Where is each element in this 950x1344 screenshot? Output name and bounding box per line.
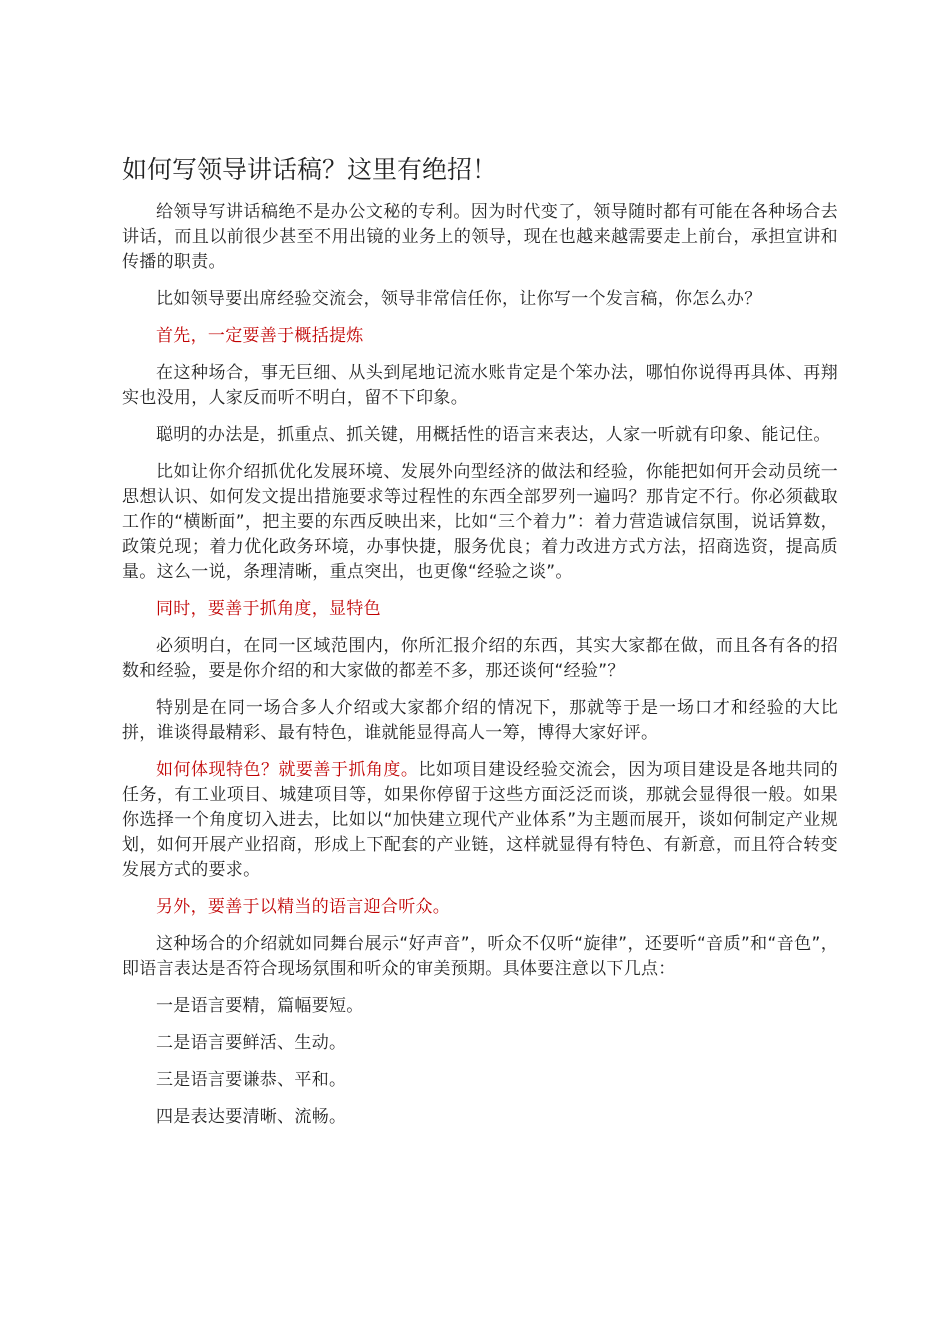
paragraph-body: 特别是在同一场合多人介绍或大家都介绍的情况下，那就等于是一场口才和经验的大比拼，谁谈得最精彩、最有特色，谁就能显得高人一筹，博得大家好评。 (122, 698, 838, 743)
paragraph-text: 比如项目建设经验交流会，因为项目建设是各地共同的任务，有工业项目、城建项目等，如果你停留于这些方面泛泛而谈，那就会显得很一般。如果你选择一个角度切入进去，比如以“加快建立现代产业体系”为主题而展开，谈如何制定产业规划，如何开展产业招商，形成上下配套的产业链，这样就显得有特色、有新意，而且符合转变发展方式的要求。 (122, 760, 839, 880)
document-title: 如何写领导讲话稿？这里有绝招！ (122, 155, 498, 184)
paragraph-body: 聪明的办法是，抓重点、抓关键，用概括性的语言来表达，人家一听就有印象、能记住。 (156, 425, 831, 445)
paragraph-body: 必须明白，在同一区域范围内，你所汇报介绍的东西，其实大家都在做，而且各有各的招数和经验，要是你介绍的和大家做的都差不多，那还谈何“经验”？ (122, 636, 838, 681)
section-heading-language: 另外，要善于以精当的语言迎合听众。 (156, 897, 451, 917)
paragraph-question: 比如领导要出席经验交流会，领导非常信任你，让你写一个发言稿，你怎么办？ (156, 289, 762, 309)
paragraph-body: 这种场合的介绍就如同舞台展示“好声音”，听众不仅听“旋律”，还要听“音质”和“音色”，即语言表达是否符合现场氛围和听众的审美预期。具体要注意以下几点： (122, 934, 838, 979)
list-item: 二是语言要鲜活、生动。 (156, 1033, 347, 1053)
paragraph-intro: 给领导写讲话稿绝不是办公文秘的专利。因为时代变了，领导随时都有可能在各种场合去讲话，而且以前很少甚至不用出镜的业务上的领导，现在也越来越需要走上前台，承担宣讲和传播的职责。 (122, 202, 838, 272)
paragraph-body: 比如让你介绍抓优化发展环境、发展外向型经济的做法和经验，你能把如何开会动员统一思想认识、如何发文提出措施要求等过程性的东西全部罗列一遍吗？那肯定不行。你必须截取工作的“横断面”，把主要的东西反映出来，比如“三个着力”：着力营造诚信氛围，说话算数，政策兑现；着力优化政务环境，办事快捷，服务优良；着力改进方式方法，招商选资，提高质量。这么一说，条理清晰，重点突出，也更像“经验之谈”。 (122, 462, 838, 582)
list-item: 三是语言要谦恭、平和。 (156, 1070, 347, 1090)
paragraph-body-mixed (122, 758, 838, 883)
inline-highlight: 如何体现特色？就要善于抓角度。 (156, 760, 419, 780)
document-page (122, 150, 838, 1142)
paragraph-body: 在这种场合，事无巨细、从头到尾地记流水账肯定是个笨办法，哪怕你说得再具体、再翔实也没用，人家反而听不明白，留不下印象。 (122, 363, 838, 408)
list-item: 一是语言要精，篇幅要短。 (156, 996, 364, 1016)
list-item: 四是表达要清晰、流畅。 (156, 1107, 347, 1127)
section-heading-angle: 同时，要善于抓角度，显特色 (156, 599, 381, 619)
section-heading-summarize: 首先，一定要善于概括提炼 (156, 326, 364, 346)
